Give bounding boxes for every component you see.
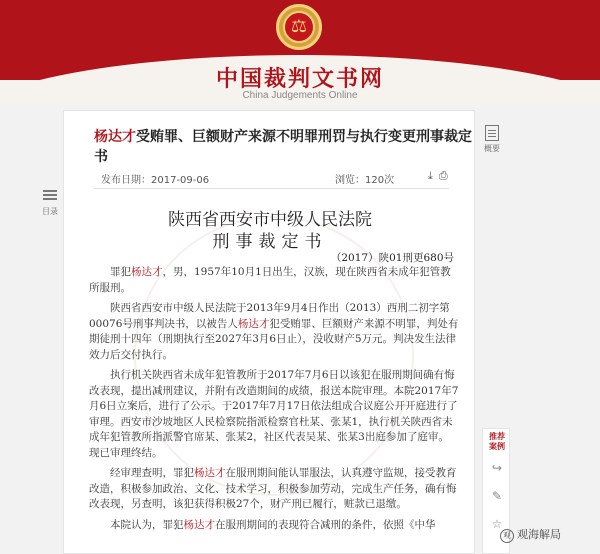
- paragraph-text: 执行机关陕西省未成年犯管教所于2017年7月6日以该犯在服刑期间确有悔改表现，提出减刑建议，并附有改造期间的成绩，报送本院审理。本院2017年7月6日立案后，进行了公示。于2017年7月17日依法组成合议庭公开开庭进行了审理。西安市沙坡地区人民检察院指派检察官杜某、张某1，执行机关陕西省未成年犯管教所指派警官席某、张某2，社区代表吴某、张某3出庭参加了庭审。现已审理终结。: [89, 369, 459, 459]
- body-paragraph: [89, 265, 459, 296]
- highlighted-name[interactable]: 杨达才: [237, 317, 270, 330]
- document-card: [63, 110, 475, 554]
- highlighted-name[interactable]: 杨达才: [131, 266, 163, 278]
- highlighted-name[interactable]: 杨达才: [183, 518, 215, 531]
- meta-actions: [428, 169, 454, 183]
- paragraph-text: 在服刑期间能认罪服法，认真遵守监规，接受教育改造，积极参加政治、文化、技术学习，积极参加劳动，完成生产任务，确有悔改表现，另查明，该犯获得积极27个，财产刑已履行，赃款已退缴。: [89, 467, 457, 510]
- view-count: 浏览：120次: [335, 175, 395, 186]
- site-title[interactable]: 中国裁判文书网: [215, 66, 384, 92]
- share-icon[interactable]: ↪: [491, 461, 503, 475]
- body-paragraph: [89, 368, 459, 461]
- print-icon[interactable]: ⎙: [438, 169, 454, 182]
- download-icon[interactable]: ⤓: [428, 169, 439, 182]
- star-icon[interactable]: ☆: [491, 517, 503, 531]
- summary-button[interactable]: [480, 125, 504, 154]
- meta-divider: [94, 188, 449, 189]
- body-paragraph: [89, 518, 459, 534]
- document-title: [94, 126, 474, 166]
- paragraph-text: 罪犯: [110, 266, 131, 278]
- body-paragraph: [89, 466, 459, 513]
- watermark-text: 观海解局: [517, 528, 561, 541]
- summary-label: 概要: [484, 144, 500, 153]
- body-paragraph: [89, 301, 459, 363]
- site-header: [0, 0, 600, 105]
- court-emblem-icon: ⚖: [276, 4, 322, 50]
- title-rest: 受贿罪、巨额财产来源不明罪刑罚与执行变更刑事裁定书: [94, 129, 472, 165]
- toc-label: 目录: [42, 207, 58, 216]
- recommended-cases-link[interactable]: 推荐 案例: [489, 432, 505, 451]
- paragraph-text: 本院认为，罪犯: [110, 518, 184, 531]
- paragraph-text: 在服刑期间的表现符合减刑的条件，依照《中华: [215, 518, 436, 531]
- title-defendant-name: 杨达才: [94, 129, 136, 145]
- watermark-logo-icon: 观: [500, 529, 514, 543]
- highlighted-name[interactable]: 杨达才: [194, 467, 226, 479]
- case-number: （2017）陕01刑更680号: [330, 252, 454, 264]
- list-icon: [43, 190, 57, 204]
- paragraph-text: ，男，1957年10月1日出生，汉族，现在陕西省未成年犯管教所服刑。: [89, 266, 451, 294]
- publish-date: 发布日期：2017-09-06: [101, 175, 210, 186]
- paragraph-text: 经审理查明，罪犯: [110, 467, 194, 479]
- edit-icon[interactable]: ✎: [491, 489, 503, 503]
- document-summary-icon: [485, 125, 499, 141]
- source-watermark: [500, 526, 561, 543]
- paragraph-text: 陕西省西安市中级人民法院于2013年9月4日作出（2013）西刑二初字第00076号刑事判决书，以被告人: [89, 302, 450, 330]
- site-subtitle: China Judgements Online: [242, 90, 358, 101]
- toc-button[interactable]: [40, 188, 60, 217]
- document-type: 刑事裁定书: [212, 232, 328, 252]
- court-name: 陕西省西安市中级人民法院: [168, 210, 372, 230]
- paragraph-text: 犯受贿罪、巨额财产来源不明罪，判处有期徒刑十四年（刑期执行至2027年3月6日止），没收财产5万元。判决发生法律效力后交付执行。: [89, 317, 459, 361]
- document-body: [89, 265, 459, 538]
